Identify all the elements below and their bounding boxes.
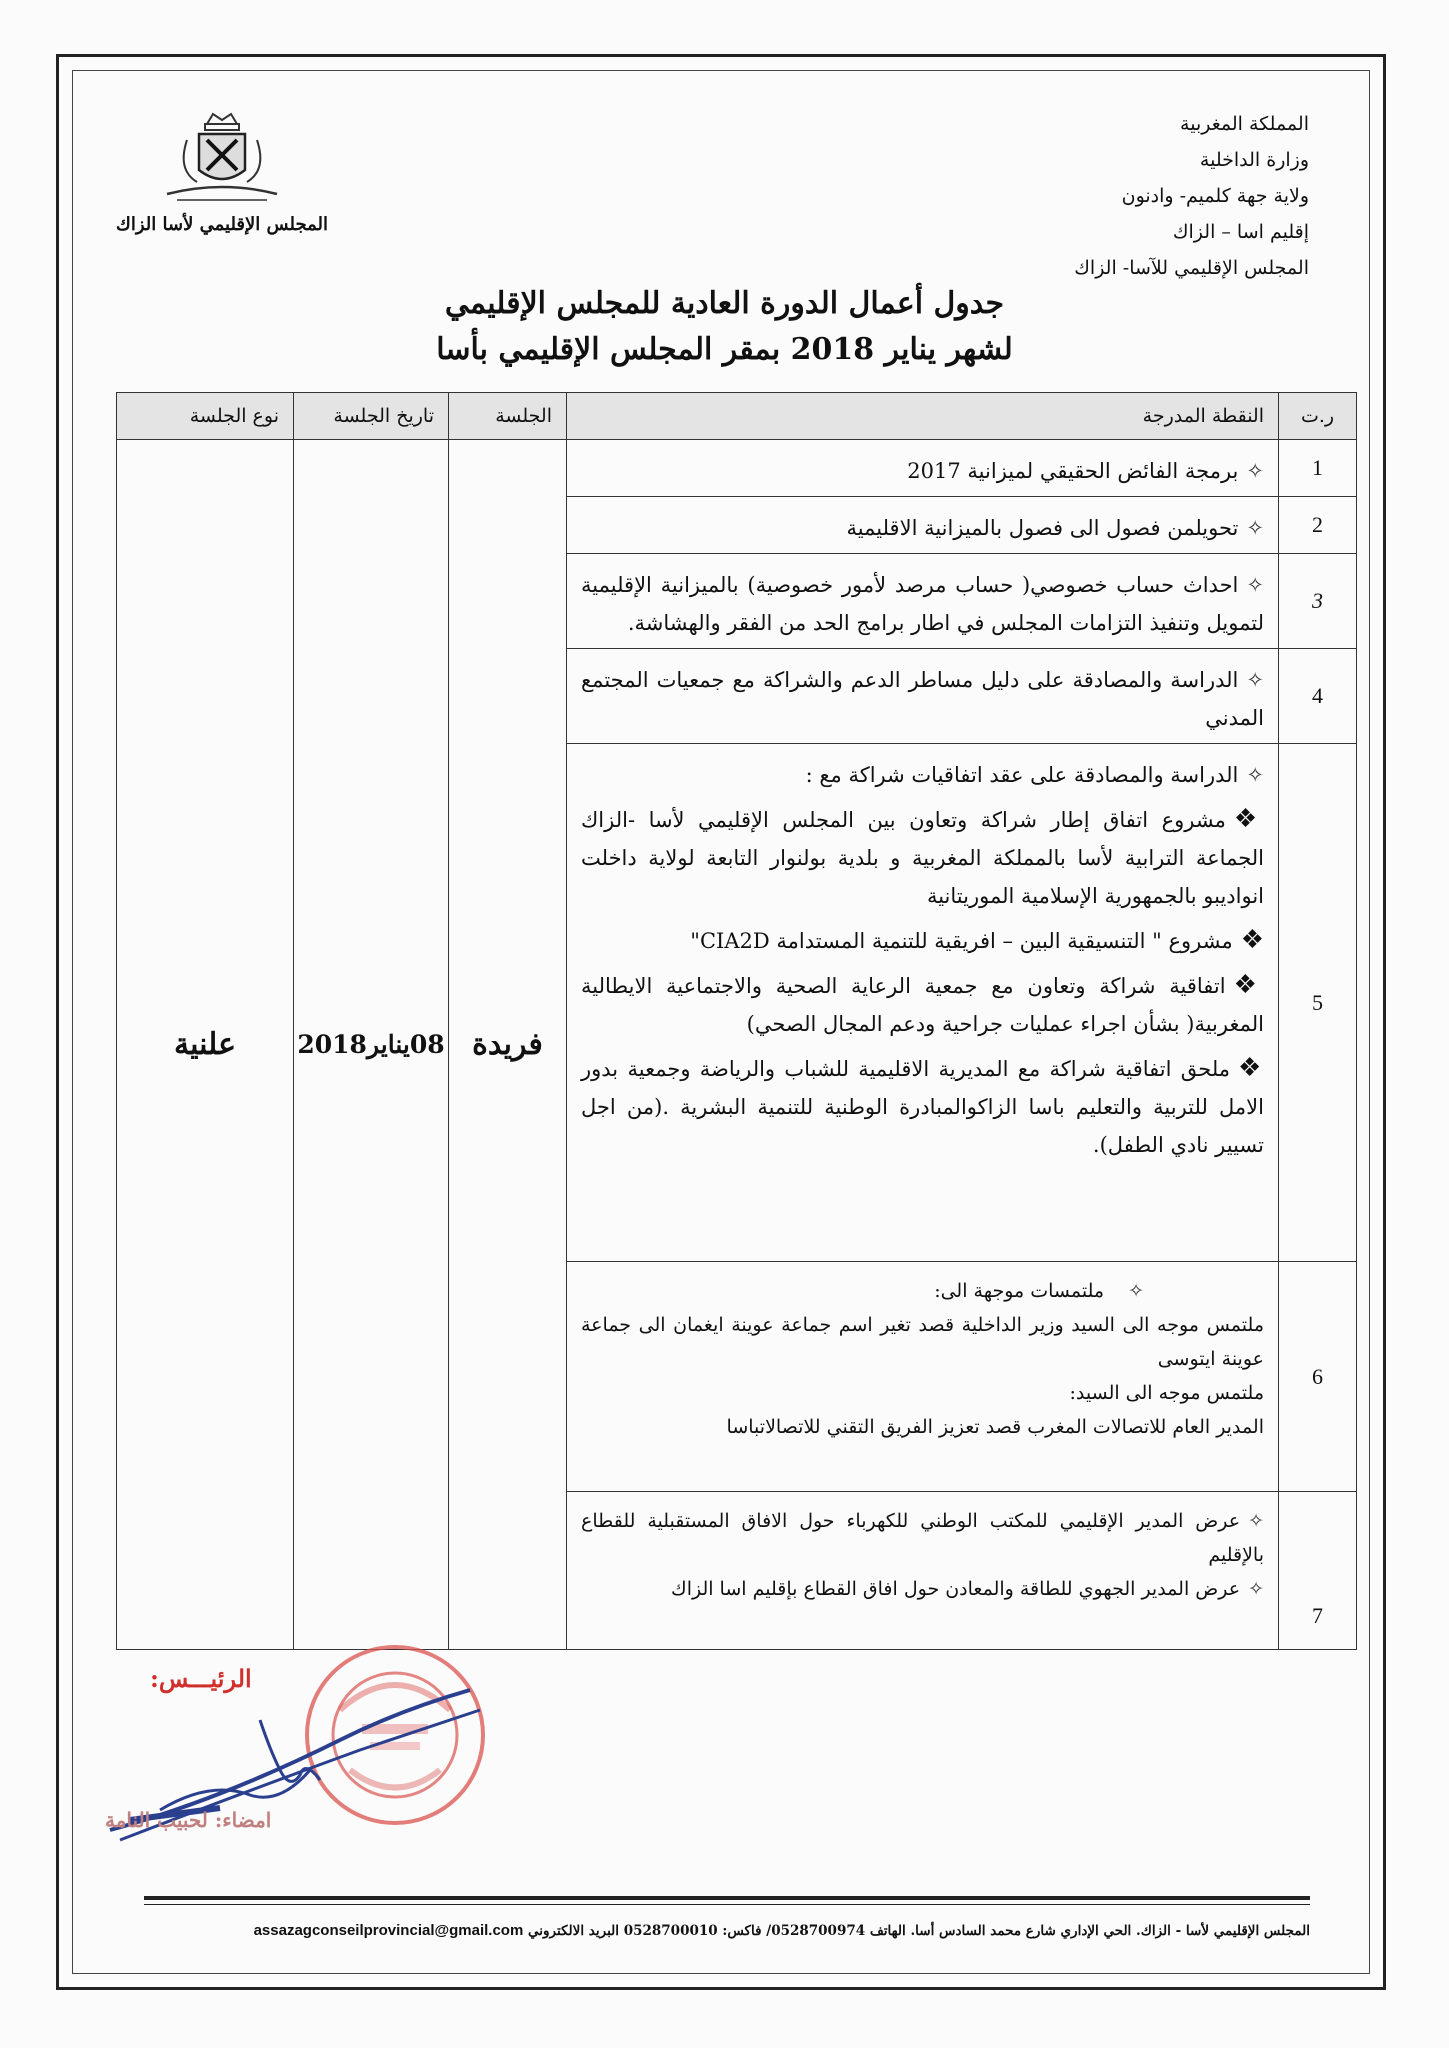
agenda-item (567, 1492, 1279, 1650)
document-title: جدول أعمال الدورة العادية للمجلس الإقليمي (444, 286, 1005, 321)
table-row (117, 440, 1357, 497)
agenda-item-text: الدراسة والمصادقة على عقد اتفاقيات شراكة مع : (805, 763, 1239, 787)
row-number: 1 (1279, 440, 1357, 497)
diamond-bullet-icon: ✧ (1246, 516, 1264, 540)
sub-item: ❖ملحق اتفاقية شراكة مع المديرية الاقليمية للشباب والرياضة وجمعية بدور الامل للتربية والتعليم باسا الزاكوالمبادرة الوطنية للتنمية البشرية .(من اجل تسيير نادي الطفل). (581, 1053, 1265, 1157)
table-header-row (117, 393, 1357, 440)
diamond-bullet-icon: ✧ (1246, 763, 1264, 787)
agenda-item-text: احداث حساب خصوصي( حساب مرصد لأمور خصوصية) بالميزانية الإقليمية لتمويل وتنفيذ التزامات المجلس في اطار برامج الحد من الفقر والهشاشة. (581, 573, 1264, 635)
diamond-bullet-icon: ✧ (1128, 1280, 1144, 1302)
header-line-region: ولاية جهة كلميم- وادنون (1121, 185, 1309, 207)
header-date: تاريخ الجلسة (294, 393, 449, 440)
agenda-item (567, 649, 1279, 744)
document-subtitle: لشهر يناير 2018 بمقر المجلس الإقليمي بأسا (436, 332, 1013, 367)
row-number: 3 (1279, 554, 1357, 649)
agenda-item (567, 497, 1279, 554)
diamond-bullet-icon: ✧ (1248, 1510, 1264, 1532)
agenda-item (567, 440, 1279, 497)
header-session: الجلسة (449, 393, 567, 440)
header-line-ministry: وزارة الداخلية (1199, 149, 1309, 171)
council-logo (112, 110, 332, 235)
sub-item: ❖مشروع " التنسيقية البين – افريقية للتنمية المستدامة CIA2D" (690, 925, 1264, 955)
quad-diamond-bullet-icon: ❖ (1240, 925, 1264, 955)
emblem-icon (147, 110, 297, 210)
agenda-item-text: عرض المدير الجهوي للطاقة والمعادن حول افاق القطاع بإقليم اسا الزاك (671, 1578, 1241, 1600)
agenda-item-text: تحويلمن فصول الى فصول بالميزانية الاقليمية (846, 516, 1239, 540)
agenda-item-text: عرض المدير الإقليمي للمكتب الوطني للكهرباء حول الافاق المستقبلية للقطاع بالإقليم (581, 1510, 1264, 1566)
footer-address: المجلس الإقليمي لأسا - الزاك. الحي الإداري شارع محمد السادس أسا. الهاتف 0528700974/ فاكس: 0528700010 البريد الالكتروني (528, 1923, 1310, 1939)
header-type: نوع الجلسة (117, 393, 294, 440)
diamond-bullet-icon: ✧ (1246, 668, 1264, 692)
diamond-bullet-icon: ✧ (1246, 459, 1264, 483)
date-cell: 08يناير2018 (294, 440, 449, 1650)
quad-diamond-bullet-icon: ❖ (1233, 970, 1264, 1000)
agenda-item-text: ملتمسات موجهة الى: (934, 1280, 1105, 1302)
agenda-item-text: الدراسة والمصادقة على دليل مساطر الدعم والشراكة مع جمعيات المجتمع المدني (581, 668, 1264, 730)
row-number: 5 (1279, 744, 1357, 1262)
petition-line: ملتمس موجه الى السيد وزير الداخلية قصد تغير اسم جماعة عوينة ايغمان الى جماعة عوينة ايتوسى (581, 1314, 1264, 1370)
header-point: النقطة المدرجة (567, 393, 1279, 440)
sub-item: ❖مشروع اتفاق إطار شراكة وتعاون بين المجلس الإقليمي لأسا -الزاك الجماعة الترابية لأسا بالمملكة المغربية و بلدية بولنوار التابعة لولاية داخلت انواديبو بالجمهورية الإسلامية الموريتانية (581, 804, 1264, 908)
agenda-item (567, 1262, 1279, 1492)
type-cell: علنية (117, 440, 294, 1650)
agenda-item (567, 744, 1279, 1262)
agenda-table (116, 392, 1357, 1650)
header-line-kingdom: المملكة المغربية (1180, 113, 1309, 135)
row-number: 2 (1279, 497, 1357, 554)
logo-caption: المجلس الإقليمي لأسا الزاك (116, 214, 328, 235)
agenda-item-text: برمجة الفائض الحقيقي لميزانية 2017 (907, 459, 1239, 483)
footer-divider (144, 1896, 1310, 1900)
footer-contact (140, 1922, 1310, 1939)
footer-email: assazagconseilprovincial@gmail.com (253, 1922, 524, 1939)
header-line-province: إقليم اسا – الزاك (1172, 221, 1309, 243)
president-label: الرئيـــس: (150, 1664, 252, 1693)
quad-diamond-bullet-icon: ❖ (1233, 804, 1264, 834)
diamond-bullet-icon: ✧ (1248, 1578, 1264, 1600)
row-number: 6 (1279, 1262, 1357, 1492)
header-line-council: المجلس الإقليمي للآسا- الزاك (1074, 257, 1309, 279)
row-number: 7 (1279, 1492, 1357, 1650)
quad-diamond-bullet-icon: ❖ (1238, 1053, 1265, 1083)
signature-label: امضاء: لحبيب النامة (105, 1808, 272, 1832)
row-number: 4 (1279, 649, 1357, 744)
diamond-bullet-icon: ✧ (1246, 573, 1264, 597)
petition-line: ملتمس موجه الى السيد: (1069, 1382, 1264, 1404)
header-num: ر.ت (1279, 393, 1357, 440)
petition-line: المدير العام للاتصالات المغرب قصد تعزيز الفريق التقني للاتصالاتباسا (726, 1416, 1264, 1438)
sub-item: ❖اتفاقية شراكة وتعاون مع جمعية الرعاية الصحية والاجتماعية الايطالية المغربية( بشأن اجراء عمليات جراحية ودعم المجال الصحي) (581, 970, 1264, 1036)
government-header (1074, 106, 1309, 286)
session-cell: فريدة (449, 440, 567, 1650)
footer-divider-thin (144, 1904, 1310, 1905)
agenda-item (567, 554, 1279, 649)
